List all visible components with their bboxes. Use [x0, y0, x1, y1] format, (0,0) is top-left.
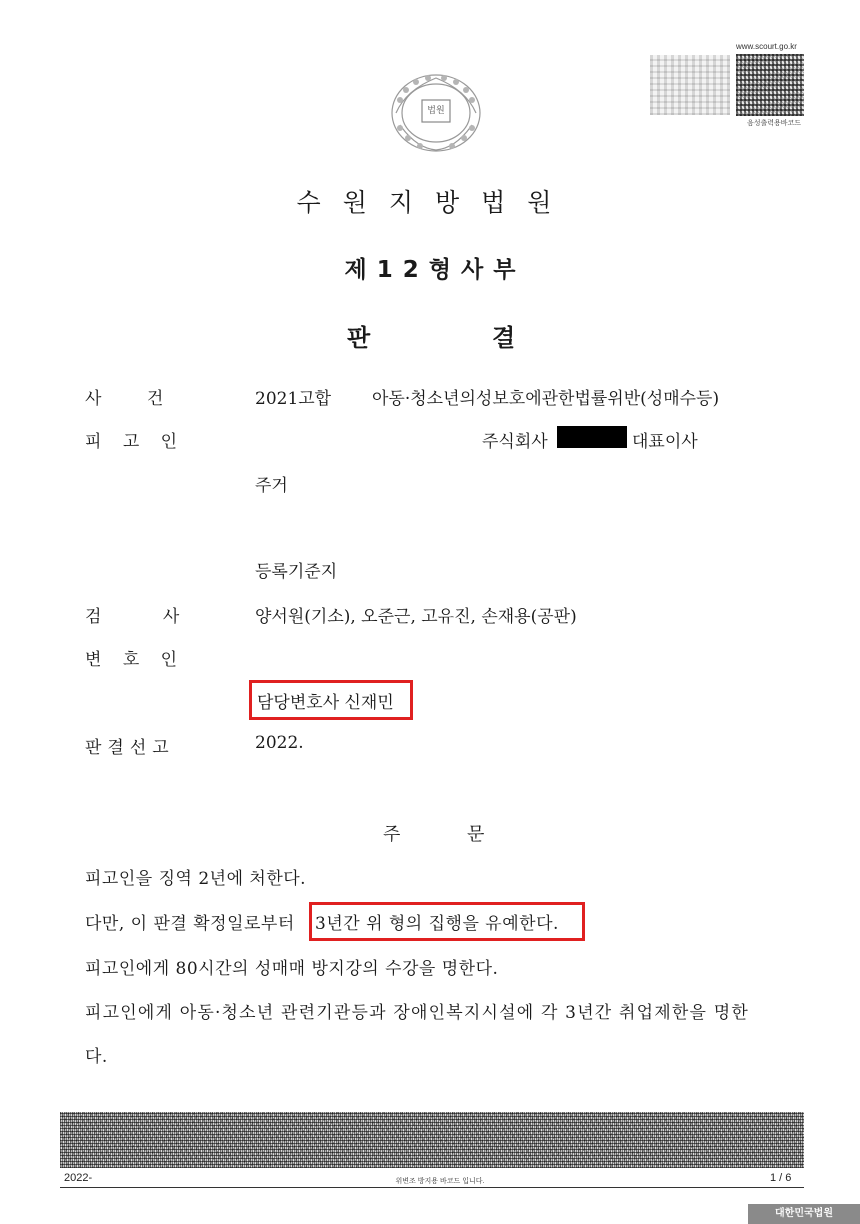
ruling-line-2-prefix: 다만, 이 판결 확정일로부터: [85, 914, 295, 934]
case-label-text: 사 건: [85, 389, 164, 409]
ruling-heading-left: 주: [383, 824, 401, 845]
redaction-block: [557, 426, 627, 448]
registry-label: 등록기준지: [255, 562, 338, 582]
case-number: 2021고합: [255, 389, 332, 409]
verification-barcode: [736, 54, 804, 116]
verdict-date-label: 판결선고: [85, 738, 175, 758]
counsel-label: 변 호 인: [85, 650, 178, 670]
defendant-company: 주식회사: [482, 432, 548, 452]
faded-text-block: [650, 55, 730, 115]
residence-label: 주거: [255, 476, 288, 496]
ruling-line-4-continued: 다.: [85, 1047, 108, 1067]
page-number: 1 / 6: [770, 1172, 792, 1184]
ruling-heading-right: 문: [467, 824, 485, 845]
document-title-right: 결: [492, 324, 516, 352]
document-title-left: 판: [347, 324, 371, 352]
barcode-caption: 음성출력용바코드: [746, 120, 802, 127]
department-name: 제12형사부: [344, 257, 526, 283]
ruling-line-1: 피고인을 징역 2년에 처한다.: [85, 869, 307, 889]
anti-forgery-barcode: [60, 1112, 804, 1168]
court-corner-stamp: 대한민국법원: [748, 1204, 860, 1224]
footer-notice: 위변조 방지용 바코드 입니다.: [395, 1178, 485, 1185]
counsel-value: 담당변호사 신재민: [257, 693, 394, 713]
ruling-line-4: 피고인에게 아동·청소년 관련기관등과 장애인복지시설에 각 3년간 취업제한을 명한: [85, 1003, 749, 1023]
site-url: www.scourt.go.kr: [736, 42, 797, 51]
verdict-date-value: 2022.: [255, 733, 304, 753]
defendant-label: 피 고 인: [85, 432, 178, 452]
case-label: [85, 384, 180, 409]
ruling-line-3: 피고인에게 80시간의 성매매 방지강의 수강을 명한다.: [85, 959, 499, 979]
footer-case-number: 2022-: [64, 1172, 93, 1184]
court-emblem: [386, 70, 486, 156]
emblem-text: 법원: [427, 106, 445, 116]
prosecutor-value: 양서원(기소), 오준근, 고유진, 손재용(공판): [255, 607, 577, 627]
ruling-line-2-highlight: 3년간 위 형의 집행을 유예한다.: [315, 914, 559, 934]
prosecutor-label: 검 사: [85, 607, 180, 627]
court-name: 수원지방법원: [296, 188, 574, 217]
footer-rule: [60, 1187, 804, 1188]
case-offense: 아동·청소년의성보호에관한법률위반(성매수등): [372, 389, 720, 409]
defendant-role: 대표이사: [632, 432, 698, 452]
